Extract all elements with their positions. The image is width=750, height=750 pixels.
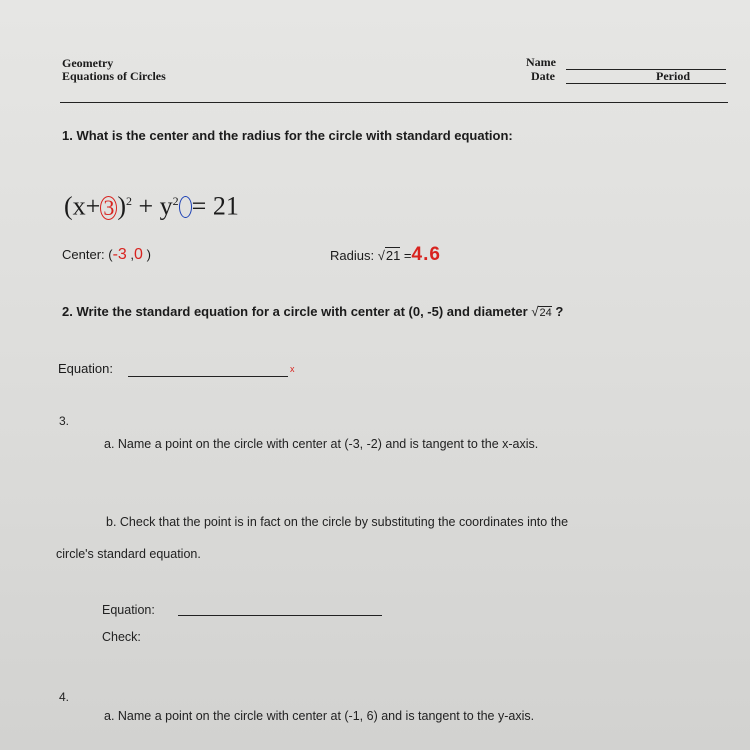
eq-h-circled: 3 xyxy=(100,196,117,220)
q4-part-a: a. Name a point on the circle with center at (-1, 6) and is tangent to the y-axis. xyxy=(104,709,535,723)
q1-prompt: 1. What is the center and the radius for the circle with standard equation: xyxy=(62,128,513,143)
center-x: -3 xyxy=(112,246,127,263)
q1-equation xyxy=(64,186,239,222)
q2-wrong-mark: x xyxy=(290,364,295,374)
eq-open: (x+ xyxy=(64,191,101,221)
q2-equation-line[interactable] xyxy=(128,376,288,377)
name-line xyxy=(566,69,726,70)
date-line xyxy=(566,83,654,84)
q1-center xyxy=(62,246,151,264)
q3-part-b-line2: circle's standard equation. xyxy=(56,547,201,561)
radical-sign: √ xyxy=(377,248,385,263)
eq-rhs: = 21 xyxy=(191,191,239,221)
eq-plus-y: + y xyxy=(132,191,173,221)
period-label: Period xyxy=(656,69,690,83)
q3-equation-label: Equation: xyxy=(102,603,155,617)
radius-eq: = xyxy=(400,248,412,263)
q4-number: 4. xyxy=(59,690,70,704)
q2-prompt-end: ? xyxy=(551,304,564,319)
q1-radius xyxy=(330,244,441,266)
radius-label: Radius: xyxy=(330,248,378,263)
q3-part-a: a. Name a point on the circle with center at (-3, -2) and is tangent to the x-axis. xyxy=(104,437,539,451)
radical-sign: √ xyxy=(531,304,539,319)
q2-radicand: 24 xyxy=(539,307,552,319)
eq-close: ) xyxy=(117,191,126,221)
center-y: 0 xyxy=(134,246,143,263)
eq-exp1: 2 xyxy=(126,194,132,208)
q2-equation-label: Equation: xyxy=(58,361,113,376)
radius-value: 4.6 xyxy=(411,244,441,265)
eq-exp2: 2 xyxy=(172,194,179,208)
q3-equation-line[interactable] xyxy=(178,615,382,616)
center-label: Center: ( xyxy=(62,247,113,262)
eq-k-circled xyxy=(179,196,192,218)
radius-radicand: 21 xyxy=(385,248,401,263)
subject-label: Geometry xyxy=(62,56,114,70)
q3-number: 3. xyxy=(59,414,70,428)
period-line xyxy=(654,83,726,84)
header-divider xyxy=(60,102,728,103)
q3-part-b-line1: b. Check that the point is in fact on the circle by substituting the coordinates into the xyxy=(106,515,569,529)
q2-prompt-text: 2. Write the standard equation for a circle with center at (0, -5) and diameter xyxy=(62,304,532,319)
date-label: Date xyxy=(531,69,555,83)
q2-prompt xyxy=(62,304,563,319)
topic-label: Equations of Circles xyxy=(62,69,166,83)
q3-check-label: Check: xyxy=(102,630,141,644)
name-label: Name xyxy=(526,55,556,69)
center-sep: , xyxy=(126,247,135,262)
center-close: ) xyxy=(142,247,151,262)
